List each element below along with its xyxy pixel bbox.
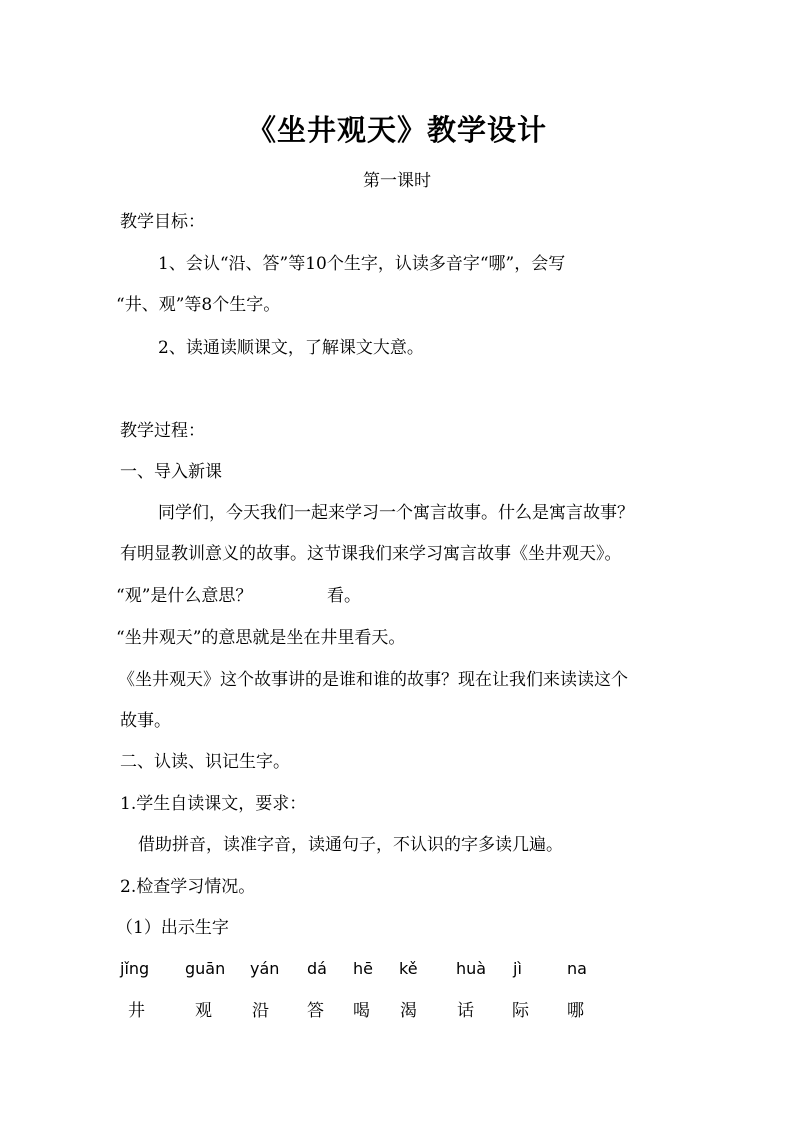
goal-1-line-2: “井、观”等8个生字。 — [116, 295, 281, 315]
goal-1-line-1: 1、会认“沿、答”等10个生字，认读多音字“哪”，会写 — [158, 254, 566, 274]
goal-2: 2、读通读顺课文，了解课文大意。 — [158, 338, 424, 358]
pinyin-na: na — [567, 959, 587, 978]
character-guan: 观 — [195, 1001, 212, 1021]
pinyin-da: dá — [307, 959, 327, 978]
pinyin-he: hē — [353, 959, 373, 978]
section-1-heading: 一、导入新课 — [120, 462, 222, 482]
pinyin-jing: jǐng — [120, 959, 150, 978]
section-2-heading: 二、认读、识记生字。 — [120, 752, 290, 772]
step-1: 1.学生自读课文，要求： — [120, 794, 307, 814]
question-guan: “观”是什么意思？ — [116, 586, 253, 606]
lesson-period: 第一课时 — [363, 171, 431, 191]
step-2: 2.检查学习情况。 — [120, 877, 256, 897]
intro-line-2: 有明显教训意义的故事。这节课我们来学习寓言故事《坐井观天》。 — [120, 544, 622, 564]
story-question-line-2: 故事。 — [120, 711, 171, 731]
character-hua: 话 — [457, 1001, 474, 1021]
step-2-sub: （1）出示生字 — [116, 918, 229, 938]
story-question-line-1: 《坐井观天》这个故事讲的是谁和谁的故事？现在让我们来读读这个 — [118, 670, 628, 690]
pinyin-yan: yán — [250, 959, 280, 978]
goals-heading: 教学目标： — [120, 212, 205, 232]
character-he: 喝 — [353, 1001, 370, 1021]
meaning-line: “坐井观天”的意思就是坐在井里看天。 — [116, 628, 406, 648]
character-yan: 沿 — [252, 1001, 269, 1021]
pinyin-guan: guān — [185, 959, 226, 978]
character-na: 哪 — [567, 1001, 584, 1021]
answer-guan: 看。 — [327, 586, 361, 606]
process-heading: 教学过程： — [120, 421, 205, 441]
step-1-detail: 借助拼音，读准字音，读通句子，不认识的字多读几遍。 — [138, 835, 563, 855]
pinyin-ke: kě — [399, 959, 418, 978]
character-ke: 渴 — [400, 1001, 417, 1021]
document-title: 《坐井观天》教学设计 — [246, 113, 547, 147]
character-da: 答 — [307, 1001, 324, 1021]
pinyin-ji: jì — [513, 959, 522, 978]
character-jing: 井 — [128, 1001, 145, 1021]
pinyin-hua: huà — [456, 959, 487, 978]
character-ji: 际 — [512, 1001, 529, 1021]
intro-line-1: 同学们，今天我们一起来学习一个寓言故事。什么是寓言故事？ — [158, 503, 634, 523]
